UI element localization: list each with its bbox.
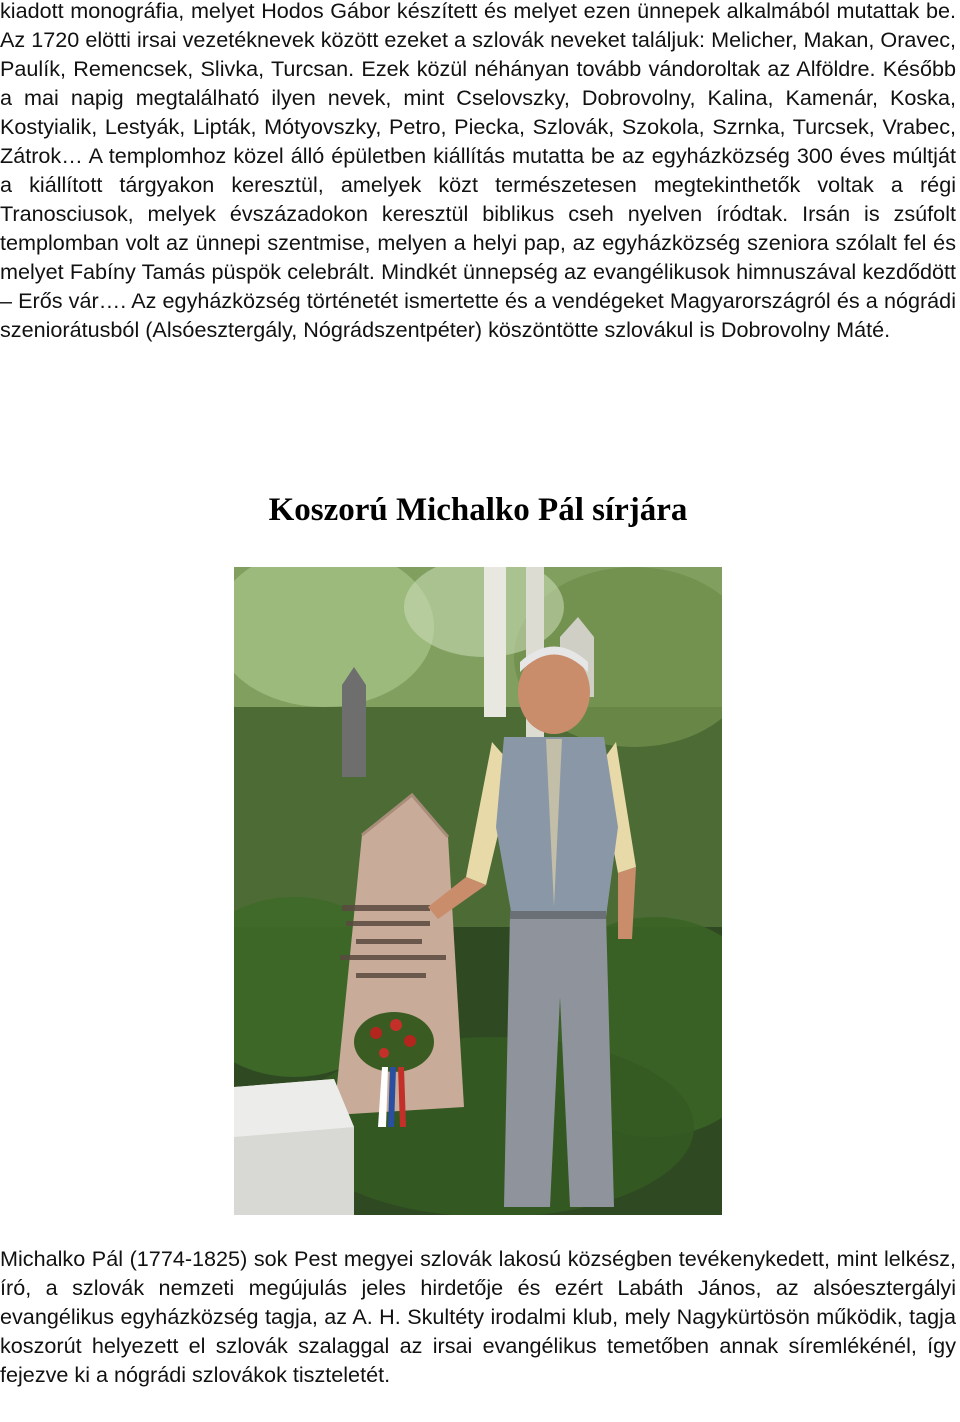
grave-photo — [234, 567, 722, 1215]
grave-marker — [342, 667, 366, 777]
paragraph-bottom: Michalko Pál (1774-1825) sok Pest megyei szlovák lakosú községben tevékenykedett, mint lelkész, író, a szlovák nemzeti megújulás jeles hirdetője és ezért Labáth János, az alsóesztergályi evangélikus egyházközség tagja, az A. H. Skultéty irodalmi klub, mely Nagykürtösön működik, tagja koszorút helyezett el szlovák szalaggal az irsai evangélikus temetőben annak síremlékénél, így fejezve ki a nógrádi szlovákok tiszteletét. — [0, 1246, 956, 1387]
section-heading: Koszorú Michalko Pál sírjára — [268, 492, 688, 528]
birch-trunk — [484, 567, 506, 717]
paragraph-top: kiadott monográfia, melyet Hodos Gábor készített és melyet ezen ünnepek alkalmából mutattak be. Az 1720 elötti irsai vezetéknevek között ezeket a szlovák neveket találjuk: Melicher, Makan, Oravec, Paulík, Remencsek, Slivka, Turcsan. Ezek közül néhányan tovább vándoroltak az Alföldre. Később a mai napig megtalálható ilyen nevek, mint Cselovszky, Dobrovolny, Kalina, Kamenár, Koska, Kostyialik, Lestyák, Lipták, Mótyovszky, Petro, Piecka, Szlovák, Szokola, Szrnka, Turcsek, Vrabec, Zátrok… A templomhoz közel álló épületben kiállítás mutatta be az egyházközség 300 éves múltját a kiállított tárgyakon keresztül, amelyek közt természetesen megtekinthetők voltak a régi Tranosciusok, melyek évszázadokon keresztül biblikus cseh nyelven íródtak. Irsán is zsúfolt templomban volt az ünnepi szentmise, melyen a helyi pap, az egyházközség szeniora szólalt fel és melyet Fabíny Tamás püspök celebrált. Mindkét ünnepség az evangélikusok himnuszával kezdődött – Erős vár…. Az egyházközség történetét ismertette és a vendégeket Magyarországról és a nógrádi szeniorátusból (Alsóesztergály, Nógrádszentpéter) köszöntötte szlovákul is Dobrovolny Máté. — [0, 0, 956, 342]
